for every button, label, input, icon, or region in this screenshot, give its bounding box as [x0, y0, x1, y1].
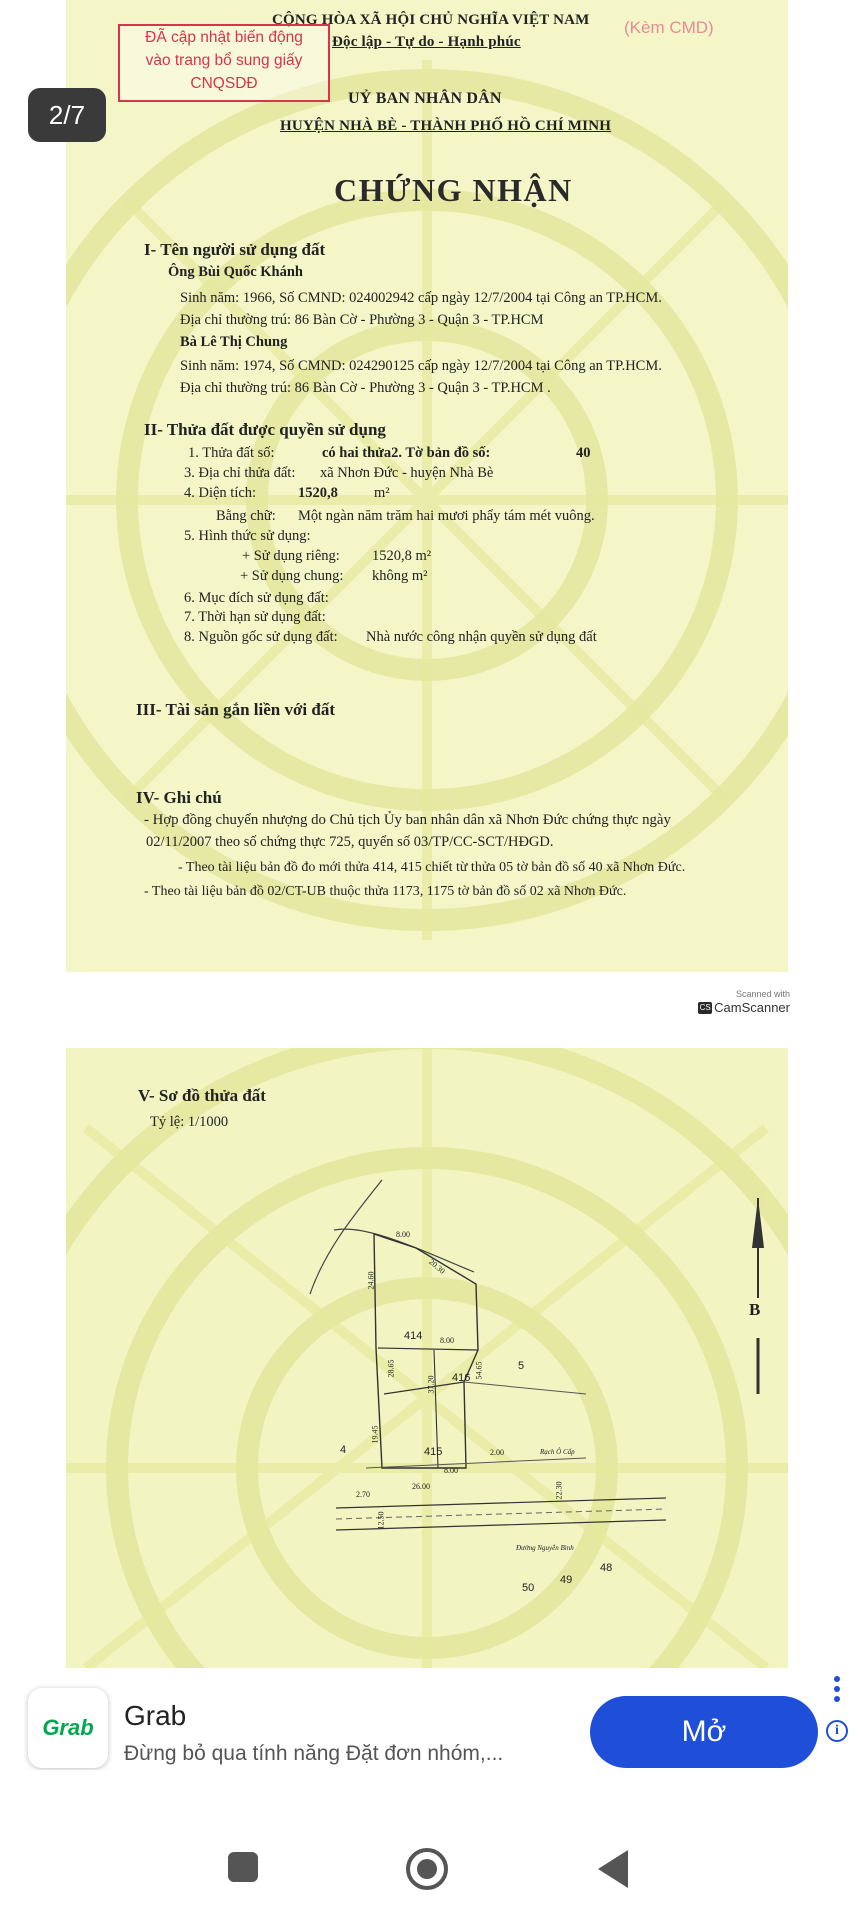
purpose-label: 6. Mục đích sử dụng đất: [184, 590, 329, 606]
header-district: HUYỆN NHÀ BÈ - THÀNH PHỐ HỒ CHÍ MINH [280, 118, 612, 134]
dimension-label: 8.00 [444, 1466, 458, 1475]
ad-banner[interactable] [0, 1668, 858, 1770]
parcel-number-label: 1. Thửa đất số: [188, 445, 275, 461]
certificate-page-1 [66, 0, 788, 972]
header-nation: CỘNG HÒA XÃ HỘI CHỦ NGHĨA VIỆT NAM [272, 12, 590, 28]
ad-info-icon[interactable]: i [826, 1720, 848, 1742]
parcel-label-414: 414 [404, 1330, 423, 1342]
neighbor-boundary-south [366, 1458, 586, 1468]
grab-app-logo[interactable]: Grab [28, 1688, 108, 1768]
section-4-heading: IV- Ghi chú [136, 788, 222, 807]
header-committee: UỶ BAN NHÂN DÂN [348, 90, 502, 107]
dimension-label: 24.60 [366, 1271, 376, 1290]
update-stamp [118, 24, 330, 102]
dimension-label: 28.65 [386, 1359, 396, 1378]
parcel-address-label: 3. Địa chỉ thửa đất: [184, 465, 296, 481]
usage-form-label: 5. Hình thức sử dụng: [184, 528, 311, 544]
system-navigation-bar [0, 1770, 858, 1908]
parcel-label-50: 50 [522, 1582, 535, 1594]
origin-value: Nhà nước công nhận quyền sử dụng đất [366, 629, 597, 645]
area-in-words-label: Bằng chữ: [216, 508, 276, 524]
page-title: CHỨNG NHẬN [334, 172, 573, 208]
ad-description[interactable]: Đừng bỏ qua tính năng Đặt đơn nhóm,... [124, 1742, 504, 1765]
parcel-map [66, 1048, 788, 1668]
stamp-line-3: CNQSDĐ [190, 75, 258, 92]
ad-more-options-icon[interactable] [830, 1674, 844, 1710]
dimension-label: 37.20 [426, 1375, 436, 1394]
road-edge-south [336, 1520, 666, 1530]
watermark-caption: Scanned with [735, 989, 790, 999]
recents-button-icon[interactable] [228, 1852, 258, 1882]
private-use-value: 1520,8 m² [372, 548, 432, 564]
map-scale: Tỷ lệ: 1/1000 [150, 1114, 229, 1130]
dimension-label: 2.00 [490, 1448, 504, 1457]
parcel-outline [374, 1234, 478, 1468]
certificate-page-2 [66, 1048, 788, 1668]
area-in-words-value: Một ngàn năm trăm hai mươi phẩy tám mét vuông. [298, 508, 595, 524]
person-1-name: Ông Bùi Quốc Khánh [168, 264, 303, 280]
person-1-address: Địa chỉ thường trú: 86 Bàn Cờ - Phường 3 - Quận 3 - TP.HCM [180, 312, 544, 328]
ad-open-button[interactable]: Mở [590, 1696, 818, 1768]
page-indicator: 2/7 [28, 88, 106, 142]
home-button-icon[interactable] [406, 1848, 448, 1890]
section-5-heading: V- Sơ đồ thửa đất [138, 1086, 266, 1105]
private-use-label: + Sử dụng riêng: [242, 548, 340, 564]
camscanner-logo-icon: CS [699, 1002, 711, 1012]
section-1-heading: I- Tên người sử dụng đất [144, 240, 326, 259]
canal-road-label: Rạch Ô Cấp [540, 1448, 575, 1456]
stamp-line-1: ĐÃ cập nhật biến động [145, 29, 303, 46]
road-edge-north [336, 1498, 666, 1508]
road-centerline [336, 1509, 666, 1519]
dimension-label: 54.65 [474, 1361, 484, 1380]
header-motto: Độc lập - Tự do - Hạnh phúc [332, 34, 521, 50]
section-3-heading: III- Tài sản gắn liền với đất [136, 700, 335, 719]
common-use-label: + Sử dụng chung: [240, 568, 344, 584]
section-2-heading: II- Thửa đất được quyền sử dụng [144, 420, 386, 439]
dimension-label: 20.30 [427, 1257, 447, 1276]
parcel-label-416: 416 [452, 1372, 471, 1384]
dimension-label: 26.00 [412, 1482, 430, 1491]
dimension-label: 8.00 [396, 1230, 410, 1239]
area-value: 1520,8 [298, 485, 338, 501]
area-unit: m² [374, 485, 390, 501]
person-2-address: Địa chỉ thường trú: 86 Bàn Cờ - Phường 3 - Quận 3 - TP.HCM . [180, 380, 551, 396]
parcel-label-415: 415 [424, 1446, 443, 1458]
note-1-line-2: 02/11/2007 theo số chứng thực 725, quyển số 03/TP/CC-SCT/HĐGD. [146, 834, 554, 850]
area-label: 4. Diện tích: [184, 485, 257, 501]
parcel-label-5: 5 [518, 1360, 525, 1372]
stamp-line-2: vào trang bổ sung giấy [145, 52, 303, 69]
camscanner-watermark [688, 989, 790, 1025]
parcel-number-value: có hai thửa2. Tờ bản đồ số: [322, 445, 491, 461]
neighbor-boundary-east [464, 1382, 586, 1394]
dimension-label: 22.30 [554, 1481, 564, 1500]
dimension-label: 8.00 [440, 1336, 454, 1345]
north-arrow-head [752, 1198, 764, 1248]
watermark-brand: CamScanner [714, 1000, 790, 1015]
ad-title[interactable]: Grab [124, 1700, 187, 1731]
dimension-label: 2.70 [356, 1490, 370, 1499]
north-label: B [749, 1300, 761, 1319]
note-3: - Theo tài liệu bản đồ 02/CT-UB thuộc thửa 1173, 1175 tờ bản đồ số 02 xã Nhơn Đức. [144, 884, 627, 899]
person-2-name: Bà Lê Thị Chung [180, 334, 288, 350]
parcel-address-value: xã Nhơn Đức - huyện Nhà Bè [320, 465, 494, 481]
handwritten-note: (Kèm CMD) [624, 18, 714, 37]
parcel-label-48: 48 [600, 1562, 613, 1574]
dimension-label: 19.45 [370, 1425, 380, 1444]
duration-label: 7. Thời hạn sử dụng đất: [184, 609, 326, 625]
dimension-label: 12.50 [376, 1511, 386, 1530]
parcel-label-49: 49 [560, 1574, 573, 1586]
parcel-label-4: 4 [340, 1444, 347, 1456]
origin-label: 8. Nguồn gốc sử dụng đất: [184, 629, 338, 645]
note-1-line-1: - Hợp đồng chuyển nhượng do Chủ tịch Ủy ban nhân dân xã Nhơn Đức chứng thực ngày [144, 812, 671, 828]
map-sheet-number: 40 [576, 445, 591, 461]
parcel-divider-2 [378, 1348, 478, 1350]
person-2-birth: Sinh năm: 1974, Số CMND: 024290125 cấp ngày 12/7/2004 tại Công an TP.HCM. [180, 358, 662, 374]
note-2: - Theo tài liệu bản đồ đo mới thửa 414, 415 chiết từ thửa 05 tờ bản đồ số 40 xã Nhơn Đức. [178, 860, 686, 875]
common-use-value: không m² [372, 568, 428, 584]
back-button-icon[interactable] [598, 1850, 628, 1888]
person-1-birth: Sinh năm: 1966, Số CMND: 024002942 cấp ngày 12/7/2004 tại Công an TP.HCM. [180, 290, 662, 306]
street-label: Đường Nguyễn Bình [516, 1544, 574, 1552]
